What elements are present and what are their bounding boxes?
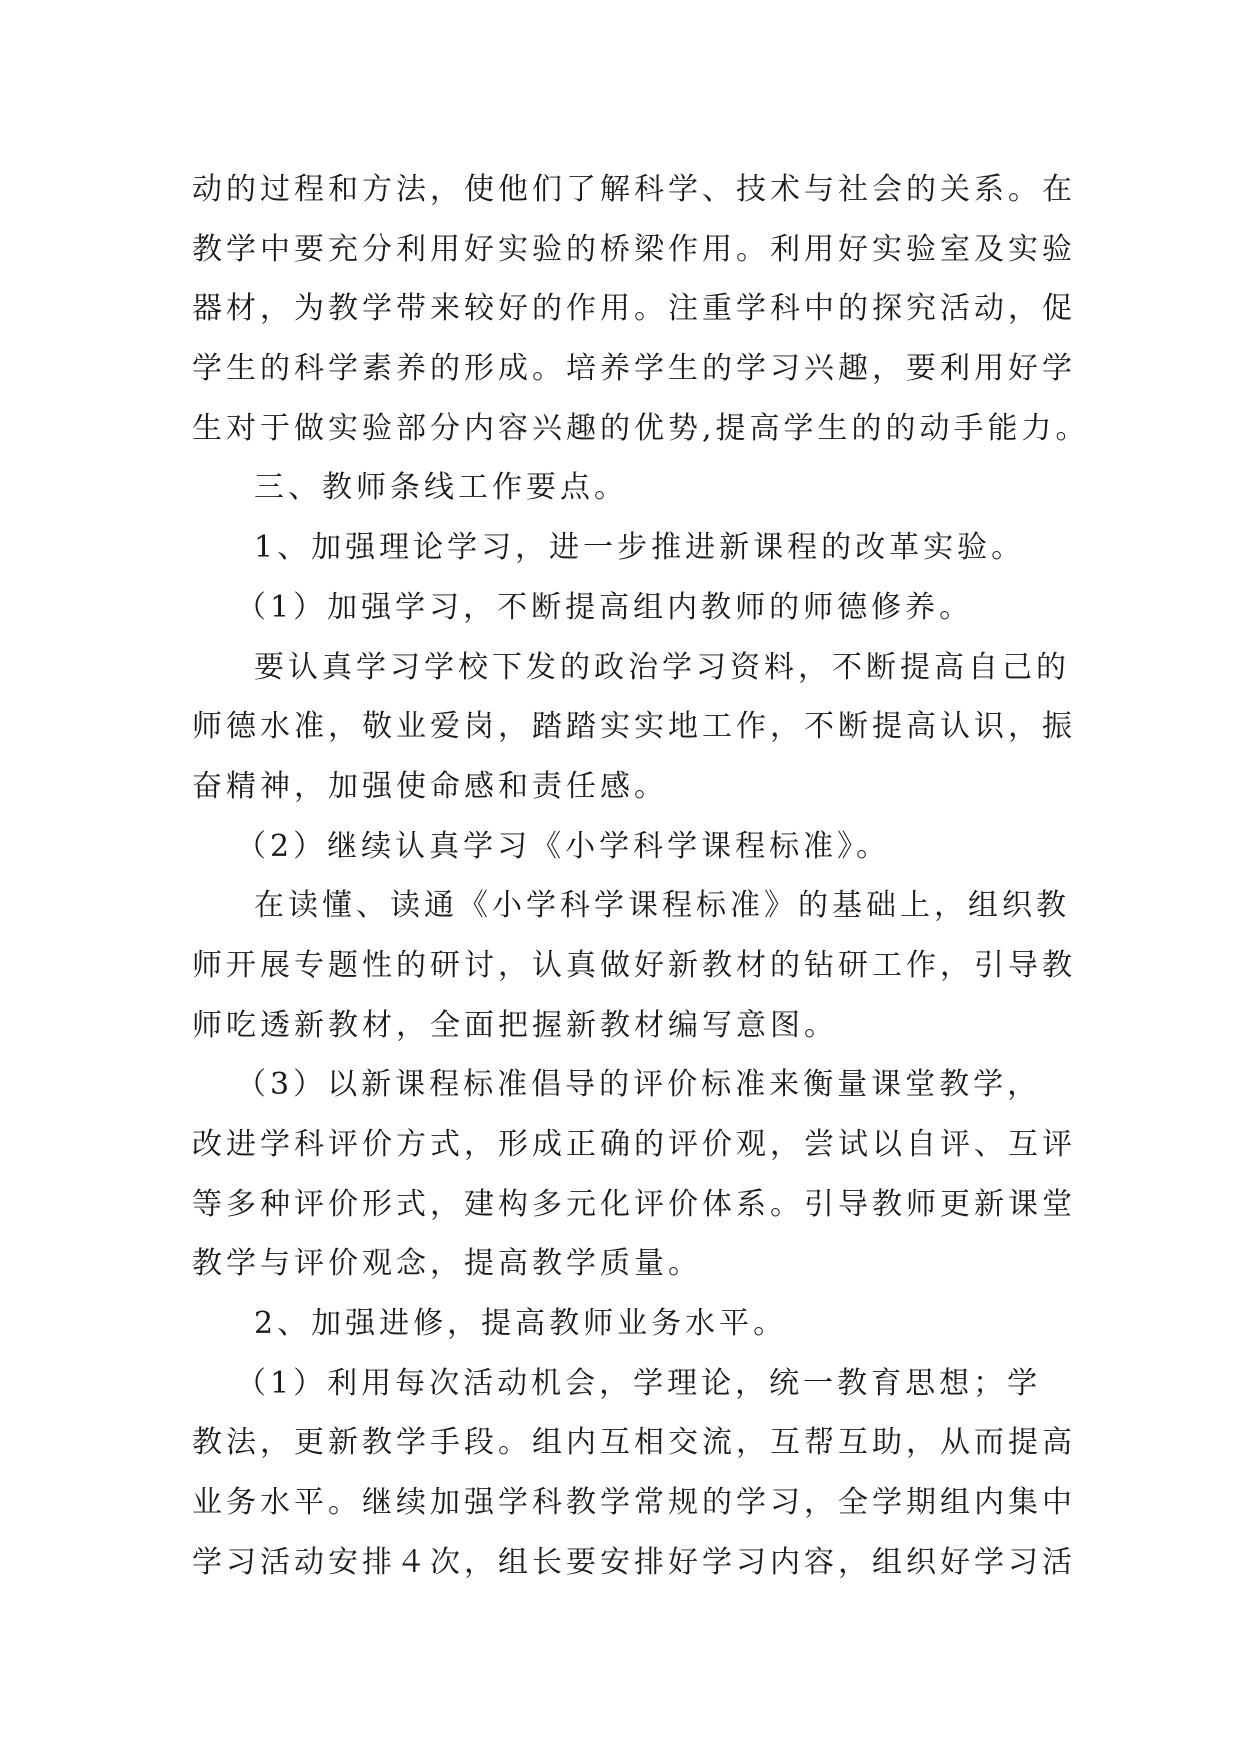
text-line: 师吃透新教材，全面把握新教材编写意图。 bbox=[192, 1007, 838, 1043]
item-heading: （3）以新课程标准倡导的评价标准来衡量课堂教学， bbox=[236, 1067, 1042, 1103]
text-line: 奋精神，加强使命感和责任感。 bbox=[192, 768, 668, 804]
text-line: 学生的科学素养的形成。培养学生的学习兴趣，要利用好学 bbox=[192, 351, 1076, 387]
text-line: 师德水准，敬业爱岗，踏踏实实地工作，不断提高认识，振 bbox=[192, 709, 1076, 745]
text-line: 教学与评价观念，提高教学质量。 bbox=[192, 1246, 702, 1282]
text-line: 业务水平。继续加强学科教学常规的学习，全学期组内集中 bbox=[192, 1485, 1076, 1521]
body-text bbox=[192, 160, 1090, 1593]
subsection-heading: 1、加强理论学习，进一步推进新课程的改革实验。 bbox=[254, 530, 1026, 566]
subsection-heading: 2、加强进修，提高教师业务水平。 bbox=[254, 1306, 788, 1342]
text-line: 等多种评价形式，建构多元化评价体系。引导教师更新课堂 bbox=[192, 1186, 1076, 1222]
item-heading: （1）加强学习，不断提高组内教师的师德修养。 bbox=[236, 589, 974, 625]
text-line: 改进学科评价方式，形成正确的评价观，尝试以自评、互评 bbox=[192, 1127, 1076, 1162]
text-line: 教学中要充分利用好实验的桥梁作用。利用好实验室及实验 bbox=[192, 231, 1076, 267]
text-line: 生对于做实验部分内容兴趣的优势,提高学生的的动手能力。 bbox=[192, 410, 1090, 446]
text-line: 动的过程和方法，使他们了解科学、技术与社会的关系。在 bbox=[192, 172, 1076, 207]
section-heading: 三、教师条线工作要点。 bbox=[254, 470, 628, 506]
text-line: 在读懂、读通《小学科学课程标准》的基础上，组织教 bbox=[254, 888, 1070, 924]
text-line: 师开展专题性的研讨，认真做好新教材的钻研工作，引导教 bbox=[192, 947, 1076, 983]
text-line: 学习活动安排４次，组长要安排好学习内容，组织好学习活 bbox=[192, 1544, 1076, 1580]
item-heading: （1）利用每次活动机会，学理论，统一教育思想；学 bbox=[236, 1365, 1042, 1401]
text-line: 器材，为教学带来较好的作用。注重学科中的探究活动，促 bbox=[192, 291, 1076, 327]
text-line: 教法，更新教学手段。组内互相交流，互帮互助，从而提高 bbox=[192, 1425, 1076, 1461]
item-heading: （2）继续认真学习《小学科学课程标准》。 bbox=[236, 828, 891, 864]
text-line: 要认真学习学校下发的政治学习资料，不断提高自己的 bbox=[254, 649, 1070, 685]
